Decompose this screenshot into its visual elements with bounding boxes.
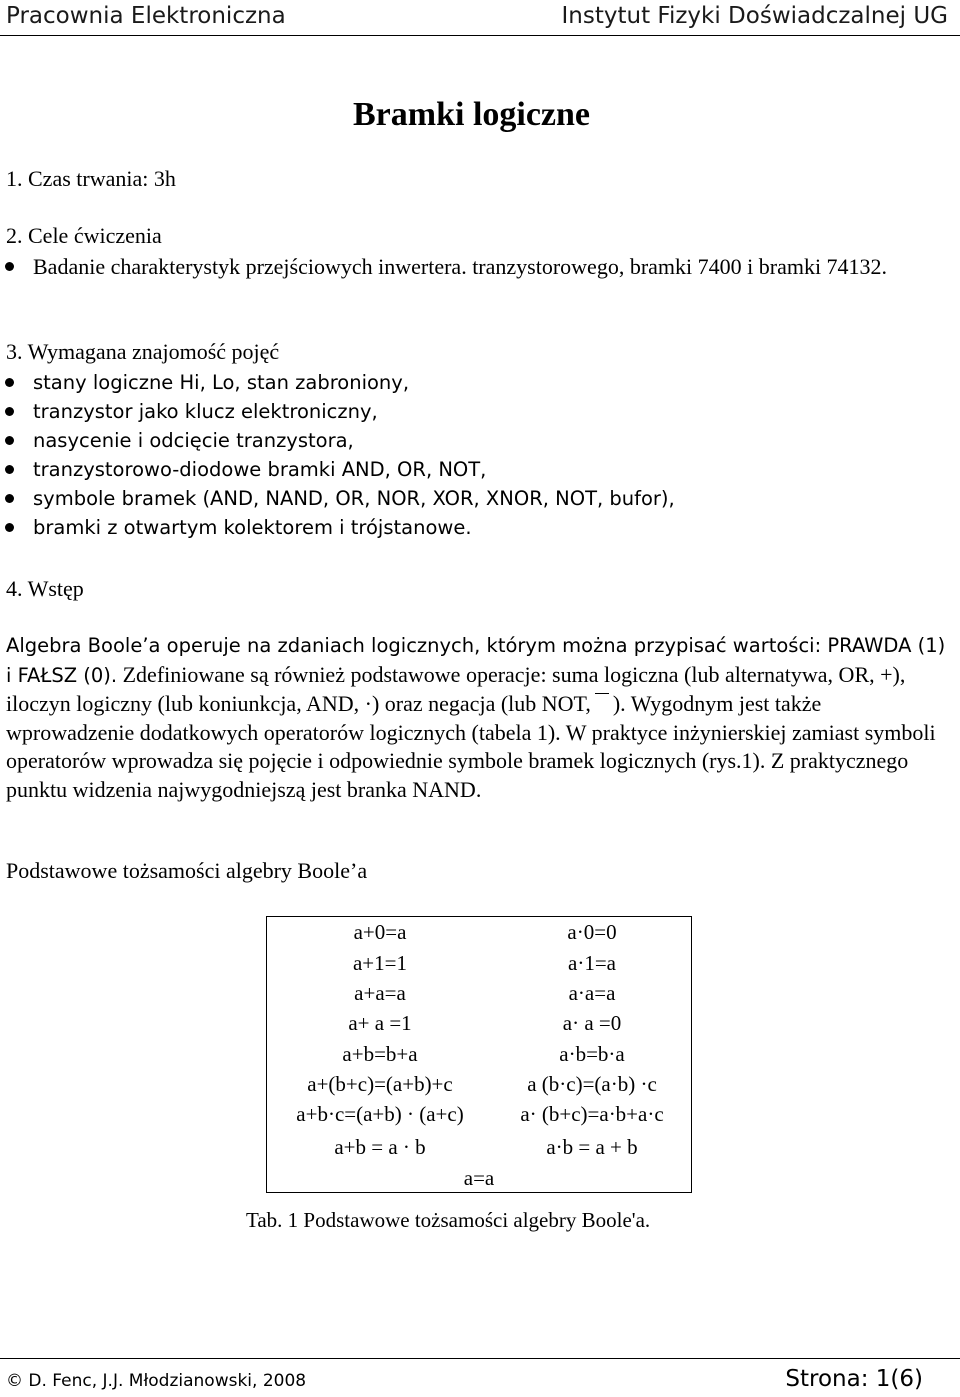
page-footer xyxy=(0,1358,960,1397)
section-heading-duration: 1. Czas trwania: 3h xyxy=(6,166,176,191)
table-row xyxy=(267,978,691,1009)
table-cell: a·0=0 xyxy=(567,920,617,944)
intro-paragraph xyxy=(6,631,951,804)
identities-label: Podstawowe tożsamości algebry Boole’a xyxy=(6,858,368,883)
table-cell: a+0=a xyxy=(353,920,407,944)
identities-table xyxy=(266,916,692,1193)
list-item: bramki z otwartym kolektorem i trójstanowe. xyxy=(0,513,950,542)
table-cell xyxy=(267,1008,493,1039)
list-item: tranzystorowo-diodowe bramki AND, OR, NOT, xyxy=(0,455,950,484)
table-cell: a (b·c)=(a·b) ·c xyxy=(527,1072,657,1096)
goals-list xyxy=(0,252,950,281)
table-row xyxy=(267,917,691,948)
bullet-icon xyxy=(5,494,14,503)
bullet-icon xyxy=(5,378,14,387)
intro-sentence-2: Zdefiniowane są również podstawowe operacje: suma logiczna (lub alternatywa, OR, +), iloczyn logiczny (lub koniunkcja, AND, ·) oraz negacja (lub NOT, xyxy=(6,661,906,716)
intro-sentence-3: ). Wygodnym jest także wprowadzenie dodatkowych operatorów logicznych (tabela 1). W praktyce inżynierskiej zamiast symboli operatorów wprowadza się pojęcie i odpowiednie symbole bramek logicznych (rys.1). Z praktycznego punktu widzenia najwygodniejszą jest branka NAND. xyxy=(6,691,936,802)
list-item: symbole bramek (AND, NAND, OR, NOR, XOR, XNOR, NOT, bufor), xyxy=(0,484,950,513)
page-number: Strona: 1(6) xyxy=(785,1366,923,1392)
table-cell xyxy=(493,1008,691,1039)
header-rule xyxy=(0,35,960,36)
table-row xyxy=(267,1008,691,1039)
list-item: Badanie charakterystyk przejściowych inwertera. tranzystorowego, bramki 7400 i bramki 74132. xyxy=(0,252,950,281)
bullet-icon xyxy=(5,523,14,532)
table-row xyxy=(267,1132,691,1163)
list-item: nasycenie i odcięcie tranzystora, xyxy=(0,426,950,455)
table-cell: a+b·c=(a+b) · (a+c) xyxy=(296,1102,464,1126)
section-heading-goals: 2. Cele ćwiczenia xyxy=(6,223,162,248)
header-right-text: Instytut Fizyki Doświadczalnej UG xyxy=(561,3,948,29)
footer-authors: © D. Fenc, J.J. Młodzianowski, 2008 xyxy=(6,1371,307,1391)
table-row xyxy=(267,1069,691,1100)
document-title: Bramki logiczne xyxy=(353,96,591,133)
table-row xyxy=(267,1099,691,1130)
table-cell: a·b=b·a xyxy=(559,1042,625,1066)
cell-text-complement-product: a· a =0 xyxy=(562,1011,622,1035)
bullet-icon xyxy=(5,465,14,474)
table-caption: Tab. 1 Podstawowe tożsamości algebry Boole'a. xyxy=(246,1208,651,1232)
bullet-icon xyxy=(5,407,14,416)
table-cell: a·b = a + b xyxy=(546,1135,638,1159)
table-cell: a+b = a · b xyxy=(334,1135,426,1159)
intro-sentence-1: Algebra Boole’a operuje na zdaniach logicznych, którym można przypisać wartości: PRAWDA (1) i FAŁSZ (0). xyxy=(6,634,946,687)
bullet-icon xyxy=(5,436,14,445)
page-header xyxy=(0,0,960,36)
table-row xyxy=(267,1039,691,1070)
requirements-list xyxy=(0,368,950,542)
table-cell: a·1=a xyxy=(568,951,616,975)
table-cell: a+a=a xyxy=(354,981,406,1005)
section-heading-requirements: 3. Wymagana znajomość pojęć xyxy=(6,339,280,364)
cell-text-complement-sum: a+ a =1 xyxy=(348,1011,412,1035)
table-cell: a·a=a xyxy=(568,981,616,1005)
table-cell: a+1=1 xyxy=(352,951,407,975)
list-item: tranzystor jako klucz elektroniczny, xyxy=(0,397,950,426)
section-heading-intro: 4. Wstęp xyxy=(6,576,84,601)
list-item: stany logiczne Hi, Lo, stan zabroniony, xyxy=(0,368,950,397)
bullet-icon xyxy=(5,262,14,271)
table-cell: a+b=b+a xyxy=(342,1042,418,1066)
table-cell: a=a xyxy=(463,1166,495,1190)
table-row xyxy=(267,948,691,979)
table-cell: a· (b+c)=a·b+a·c xyxy=(520,1102,664,1126)
table-row xyxy=(267,1163,691,1194)
table-cell: a+(b+c)=(a+b)+c xyxy=(307,1072,453,1096)
header-left-text: Pracownia Elektroniczna xyxy=(6,3,286,29)
negation-bar-icon xyxy=(595,693,609,704)
footer-rule xyxy=(0,1358,960,1359)
